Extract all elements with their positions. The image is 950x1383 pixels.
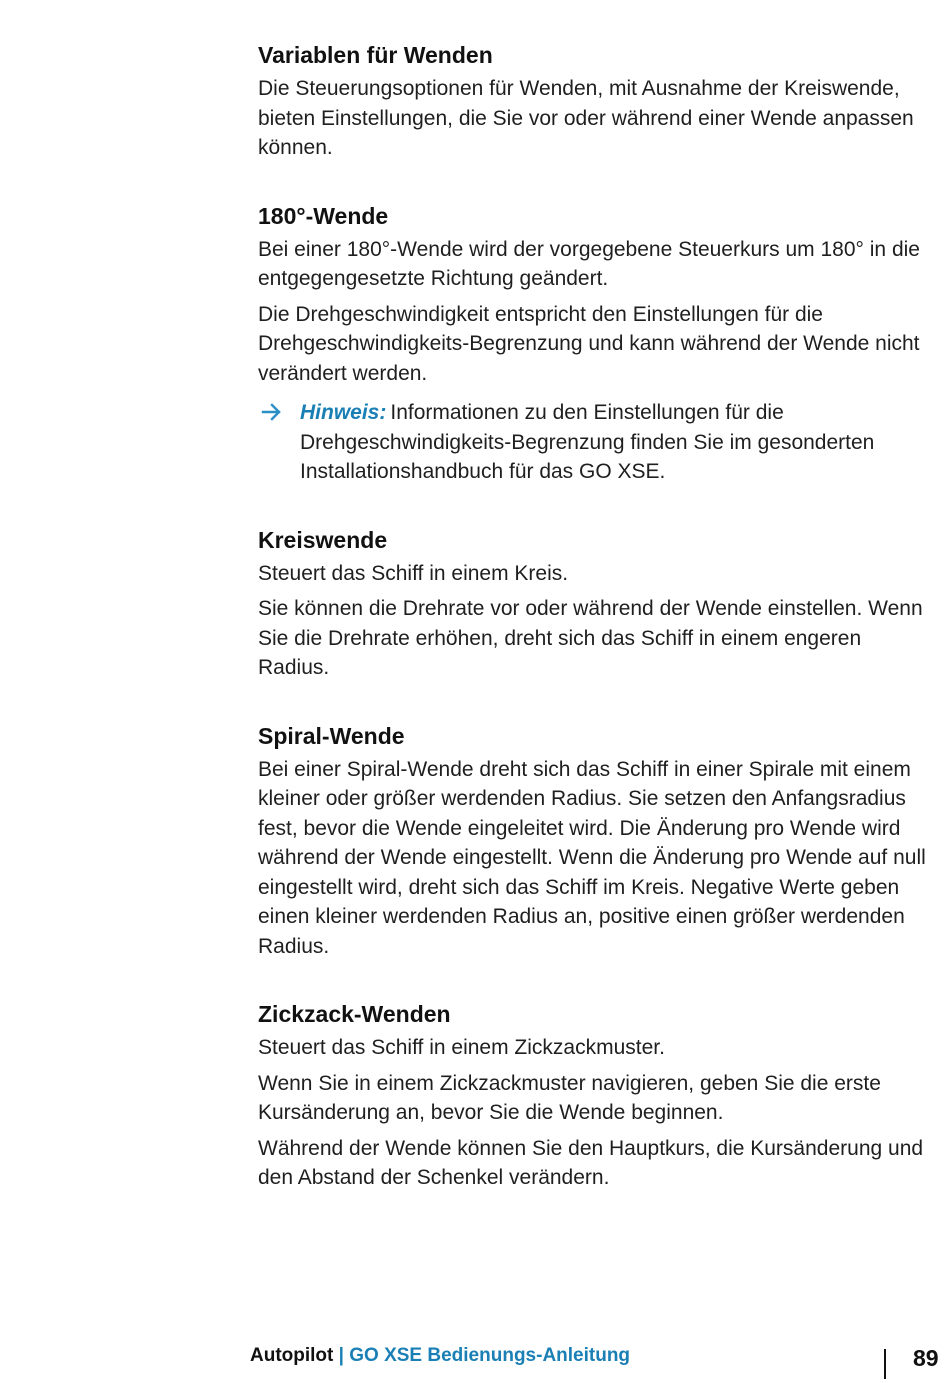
section-paragraph: Sie können die Drehrate vor oder während der Wende einstellen. Wenn Sie die Drehrate erhöhen, dreht sich das Schiff in einem engeren Radius.: [258, 597, 923, 679]
footer-divider: [884, 1349, 886, 1379]
section-heading: Kreiswende: [258, 526, 388, 553]
section-paragraph: Steuert das Schiff in einem Zickzackmuster.: [258, 1036, 665, 1059]
footer-title: GO XSE Bedienungs-Anleitung: [349, 1345, 631, 1366]
section-zickzack-wenden: [258, 999, 933, 1193]
page-footer: [250, 1345, 630, 1367]
section-heading: Variablen für Wenden: [258, 42, 493, 68]
section-variablen: [258, 40, 933, 163]
section-paragraph: Die Drehgeschwindigkeit entspricht den Einstellungen für die Drehgeschwindigkeits-Begrenzung und kann während der Wende nicht verändert werden.: [258, 302, 920, 385]
section-180-wende: [258, 201, 933, 487]
section-paragraph: Wenn Sie in einem Zickzackmuster navigieren, geben Sie die erste Kursänderung an, bevor Sie die Wende beginnen.: [258, 1071, 881, 1124]
page-number: 89: [913, 1345, 939, 1371]
section-paragraph: Steuert das Schiff in einem Kreis.: [258, 561, 569, 585]
section-kreiswende: [258, 525, 933, 683]
section-paragraph: Bei einer 180°-Wende wird der vorgegebene Steuerkurs um 180° in die entgegengesetzte Richtung geändert.: [258, 237, 920, 290]
section-paragraph: Die Steuerungsoptionen für Wenden, mit Ausnahme der Kreiswende, bieten Einstellungen, die Sie vor oder während einer Wende anpassen können.: [258, 77, 914, 159]
arrow-right-icon: [260, 400, 284, 424]
footer-separator: |: [338, 1345, 344, 1366]
page-content: [258, 40, 933, 1199]
section-heading: Zickzack-Wenden: [258, 1001, 451, 1027]
note-box: [258, 398, 933, 487]
section-spiral-wende: [258, 721, 933, 962]
note-text: Informationen zu den Einstellungen für die Drehgeschwindigkeits-Begrenzung finden Sie im gesonderten Installationshandbuch für das GO XSE.: [300, 401, 875, 483]
section-heading: Spiral-Wende: [258, 722, 405, 749]
section-heading: 180°-Wende: [258, 202, 389, 229]
note-label: Hinweis:: [300, 401, 387, 424]
section-paragraph: Bei einer Spiral-Wende dreht sich das Schiff in einer Spirale mit einem kleiner oder größer werdenden Radius. Sie setzen den Anfangsradius fest, bevor die Wende eingeleitet wird. Die Änderung pro Wende wird während der Wende eingestellt. Wenn die Änderung pro Wende auf null eingestellt wird, dreht sich das Schiff im Kreis. Negative Werte geben einen kleiner werdenden Radius an, positive einen größer werdenden Radius.: [258, 757, 926, 958]
footer-chapter: Autopilot: [250, 1345, 334, 1366]
section-paragraph: Während der Wende können Sie den Hauptkurs, die Kursänderung und den Abstand der Schenkel verändern.: [258, 1136, 924, 1189]
